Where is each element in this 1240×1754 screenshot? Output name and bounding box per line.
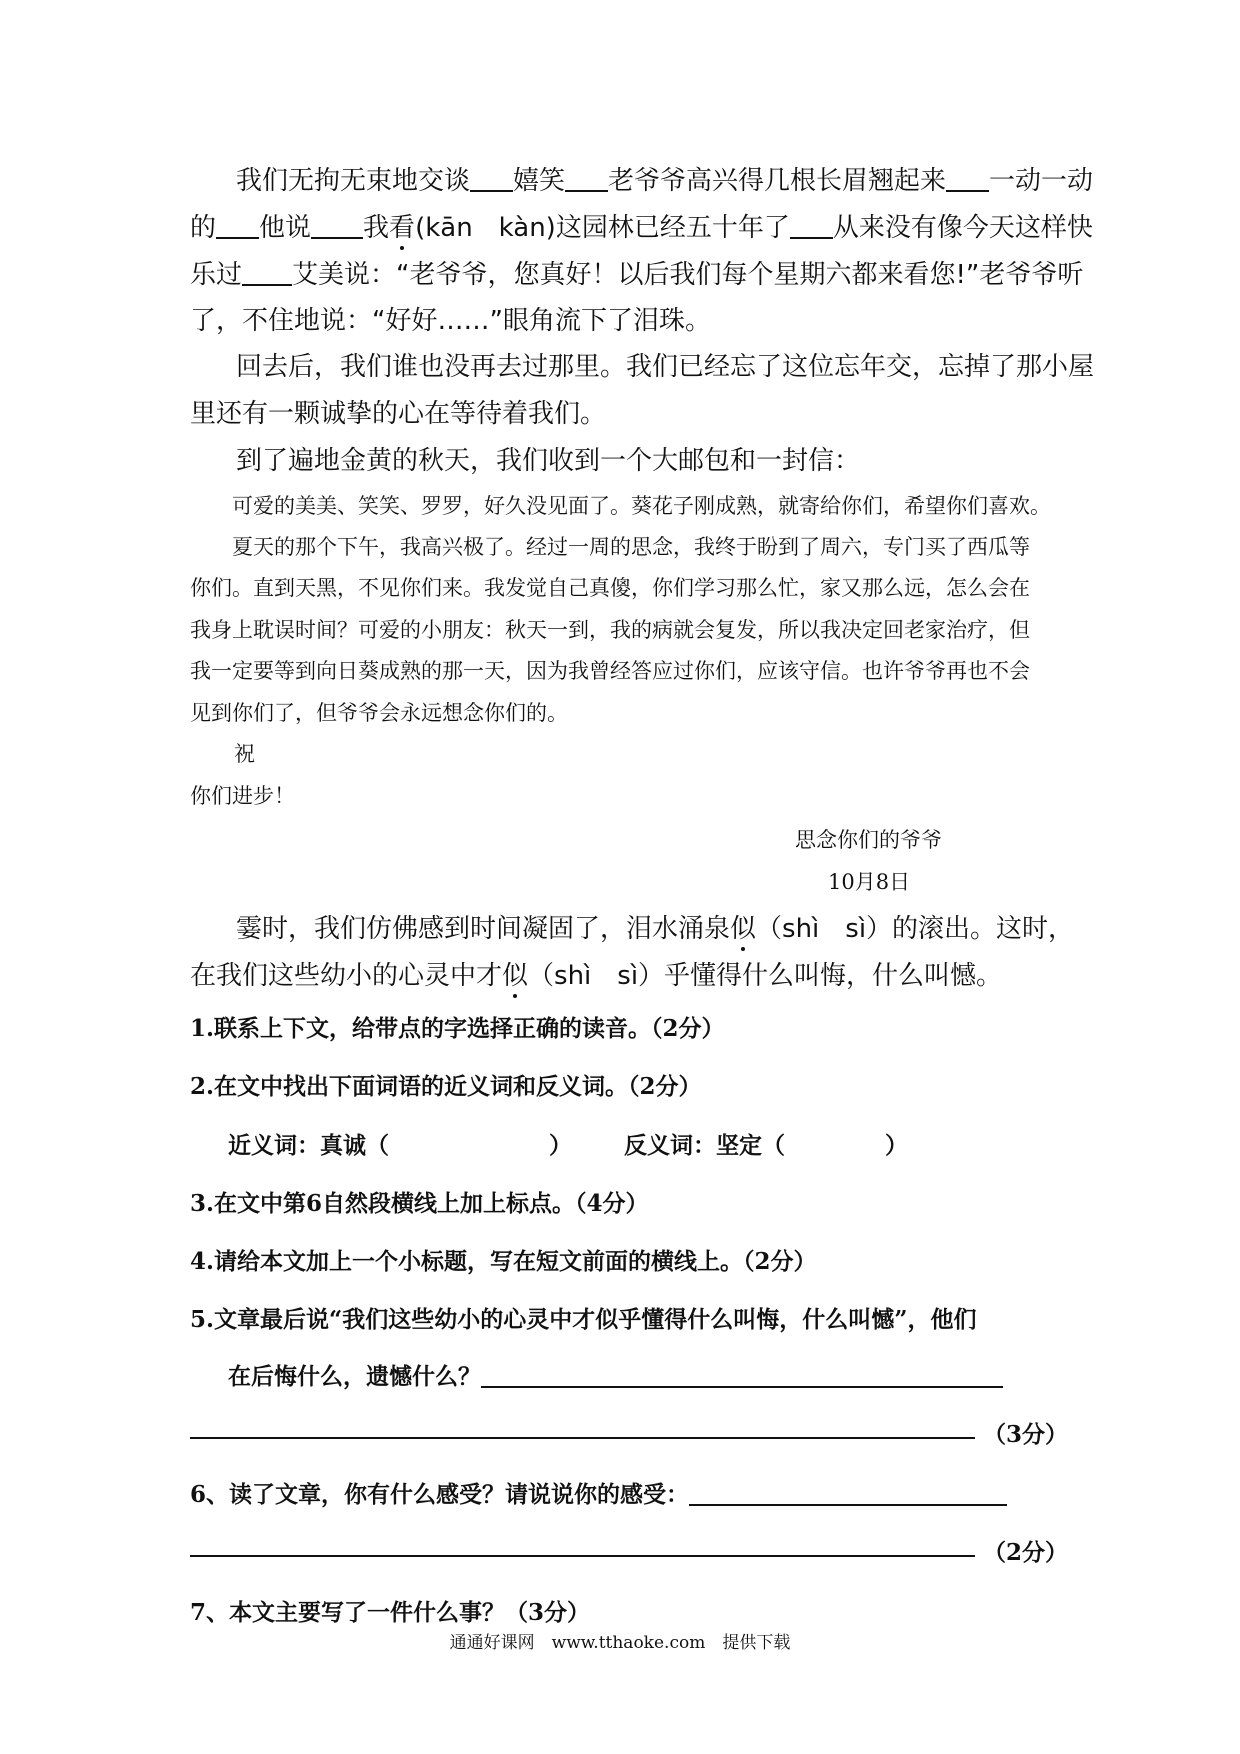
text: 霎时，我们仿佛感到时间凝固了，泪水涌泉 (236, 914, 731, 944)
bracket: ） (885, 1132, 908, 1159)
question-5-score: （3分） (983, 1421, 1069, 1448)
punct-blank[interactable] (216, 213, 259, 239)
dotted-char: 似 (730, 908, 756, 945)
bracket: ） (549, 1132, 572, 1159)
answer-line[interactable] (190, 1555, 975, 1557)
text: 在我们这些幼小的心灵中才 (190, 961, 503, 991)
letter-wish: 祝 (234, 742, 255, 766)
text: 从来没有像今天这样快 (832, 213, 1093, 243)
punct-blank[interactable] (311, 213, 363, 239)
answer-line[interactable] (481, 1360, 1003, 1388)
passage-line: 了，不住地说：“好好……”眼角流下了泪珠。 (190, 306, 711, 336)
question-6-score: （2分） (983, 1539, 1069, 1566)
page-footer: 通通好课网 www.tthaoke.com 提供下载 (449, 1633, 791, 1653)
text: 老爷爷高兴得几根长眉翘起来 (608, 166, 947, 196)
letter-line: 我一定要等到向日葵成熟的那一天，因为我曾经答应过你们，应该守信。也许爷爷再也不会 (190, 659, 1030, 683)
passage-line: 到了遍地金黄的秋天，我们收到一个大邮包和一封信： (236, 446, 861, 476)
letter-signature: 思念你们的爷爷 (795, 828, 942, 852)
passage-line: 回去后，我们谁也没再去过那里。我们已经忘了这位忘年交，忘掉了那小屋 (236, 352, 1095, 382)
passage-line (190, 254, 1083, 291)
text: 艾美说：“老爷爷，您真好！以后我们每个星期六都来看您!”老爷爷听 (292, 260, 1084, 290)
passage-line (236, 160, 1093, 197)
text: 一动一动 (989, 166, 1094, 196)
question-2: 2.在文中找出下面词语的近义词和反义词。（2分） (190, 1073, 702, 1100)
text: 他说 (259, 213, 312, 243)
question-5-line2 (228, 1358, 1003, 1391)
passage-line (236, 908, 1074, 945)
letter-line: 夏天的那个下午，我高兴极了。经过一周的思念，我终于盼到了周六，专门买了西瓜等 (232, 535, 1030, 559)
dotted-char: 似 (502, 955, 528, 992)
question-6-prompt: 6、读了文章，你有什么感受？请说说你的感受： (190, 1481, 690, 1508)
text: （shì sì）的滚出。这时， (756, 914, 1075, 944)
question-7: 7、本文主要写了一件什么事？（3分） (190, 1599, 591, 1626)
text: 嬉笑 (513, 166, 566, 196)
letter-line: 可爱的美美、笑笑、罗罗，好久没见面了。葵花子刚成熟，就寄给你们，希望你们喜欢。 (232, 494, 1051, 518)
letter-wish: 你们进步！ (190, 784, 295, 808)
question-3: 3.在文中第6自然段横线上加上标点。（4分） (190, 1190, 649, 1217)
answer-line[interactable] (190, 1437, 975, 1439)
text: (kān kàn)这园林已经五十年了 (415, 213, 790, 243)
text: 我 (363, 213, 390, 243)
punct-blank[interactable] (790, 213, 833, 239)
text: （shì sì）乎懂得什么叫悔，什么叫憾。 (528, 961, 1003, 991)
letter-line: 你们。直到天黑，不见你们来。我发觉自己真傻，你们学习那么忙，家又那么远，怎么会在 (190, 576, 1030, 600)
question-2-answers (228, 1127, 908, 1160)
question-1: 1.联系上下文，给带点的字选择正确的读音。（2分） (190, 1015, 725, 1042)
question-4: 4.请给本文加上一个小标题，写在短文前面的横线上。（2分） (190, 1248, 817, 1275)
dotted-char: 看 (389, 207, 415, 244)
letter-line: 见到你们了，但爷爷会永远想念你们的。 (190, 701, 568, 725)
synonym-label: 近义词：真诚（ (228, 1132, 389, 1159)
passage-line (190, 207, 1093, 244)
passage-line (190, 955, 1002, 992)
letter-line: 我身上耽误时间？可爱的小朋友：秋天一到，我的病就会复发，所以我决定回老家治疗，但 (190, 618, 1030, 642)
antonym-label: 反义词：坚定（ (624, 1132, 785, 1159)
question-5: 5.文章最后说“我们这些幼小的心灵中才似乎懂得什么叫悔，什么叫憾”，他们 (190, 1306, 977, 1333)
question-5-prompt: 在后悔什么，遗憾什么？ (228, 1363, 481, 1390)
text: 的 (190, 213, 217, 243)
passage-line: 里还有一颗诚挚的心在等待着我们。 (190, 399, 607, 429)
letter-date: 10月8日 (828, 870, 911, 894)
answer-line[interactable] (689, 1478, 1007, 1506)
punct-blank[interactable] (470, 166, 513, 192)
question-6 (190, 1476, 1007, 1509)
punct-blank[interactable] (242, 260, 292, 286)
punct-blank[interactable] (946, 166, 989, 192)
punct-blank[interactable] (565, 166, 608, 192)
text: 乐过 (190, 260, 243, 290)
text: 我们无拘无束地交谈 (236, 166, 471, 196)
